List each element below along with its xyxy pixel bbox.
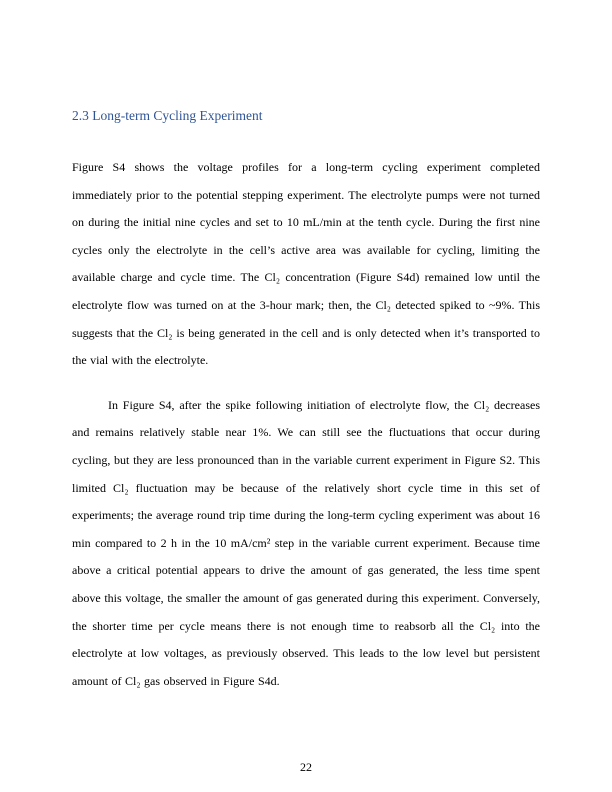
paragraph: In Figure S4, after the spike following initiation of electrolyte flow, the Cl₂ decreases and remains relatively stable near 1%. We can still see the fluctuations that occur during cycling, but they are less pronounced than in the variable current experiment in Figure S2. This limited Cl₂ fluctuation may be because of the relatively short cycle time in this set of experiments; the average round trip time during the long-term cycling experiment was about 16 min compared to 2 h in the 10 mA/cm² step in the variable current experiment. Because time above a critical potential appears to drive the amount of gas generated, the less time spent above this voltage, the smaller the amount of gas generated during this experiment. Conversely, the shorter time per cycle means there is not enough time to reabsorb all the Cl₂ into the electrolyte at low voltages, as previously observed. This leads to the low level but persistent amount of Cl₂ gas observed in Figure S4d. — [72, 397, 540, 688]
page-number: 22 — [300, 760, 312, 774]
text-column — [72, 0, 540, 695]
paragraph: Figure S4 shows the voltage profiles for a long-term cycling experiment completed immediately prior to the potential stepping experiment. The electrolyte pumps were not turned on during the initial nine cycles and set to 10 mL/min at the tenth cycle. During the first nine cycles only the electrolyte in the cell’s active area was available for cycling, limiting the available charge and cycle time. The Cl₂ concentration (Figure S4d) remained low until the electrolyte flow was turned on at the 3-hour mark; then, the Cl₂ detected spiked to ~9%. This suggests that the Cl₂ is being generated in the cell and is only detected when it’s transported to the vial with the electrolyte. — [72, 160, 540, 368]
section-heading: 2.3 Long-term Cycling Experiment — [72, 108, 263, 123]
page-footer — [0, 758, 612, 776]
